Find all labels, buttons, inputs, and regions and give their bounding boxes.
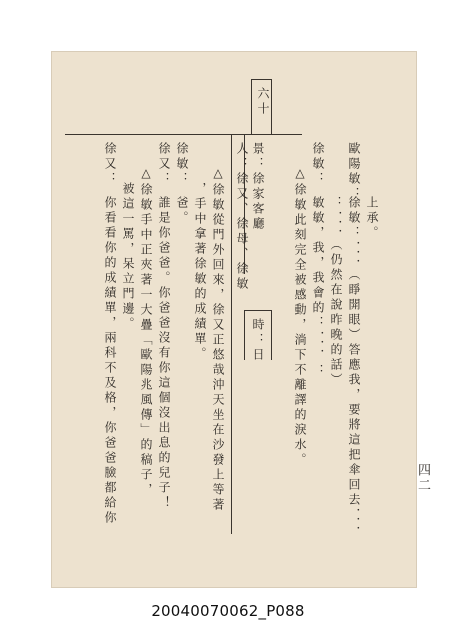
speaker-8: 徐又：: [157, 142, 171, 187]
scene-label: 景：徐家客廳: [251, 142, 265, 232]
episode-number: 六十: [256, 87, 270, 117]
line-3: 敏敏，我，我會的：．．．：: [311, 196, 325, 379]
line-11: 你看看你的成績單，兩科不及格，你爸爸臉都給你: [103, 196, 117, 526]
image-caption: 20040070062_P088: [151, 602, 305, 620]
line-4: △徐敏此刻完全被感動，淌下不離譯的淚水。: [293, 166, 307, 468]
cast-divider: [231, 134, 232, 534]
speaker-11: 徐又：: [103, 142, 117, 187]
line-1: 徐敏：．．．（睜開眼）答應我，要將這把傘回去．．．: [347, 196, 361, 541]
line-7: 爸。: [175, 196, 189, 226]
cast-label: 人：徐又、徐母、徐敏: [235, 142, 249, 292]
line-10: 被這一罵，呆立門邊。: [121, 182, 135, 332]
header-box-right: [271, 79, 272, 134]
line-0: 上承。: [365, 196, 379, 241]
time-label: 時：日: [251, 318, 265, 363]
page-number: 四二: [415, 463, 430, 493]
line-6: ，手中拿著徐敏的成績單。: [193, 182, 207, 362]
speaker-1: 歐陽敏：: [347, 142, 361, 202]
time-box-left: [244, 310, 245, 360]
line-8: 誰是你爸爸。你爸爸沒有你這個沒出息的兒子！: [157, 196, 171, 511]
time-box-top: [244, 310, 272, 311]
line-5: △徐敏從門外回來，徐又正悠哉沖天坐在沙發上等著: [211, 166, 225, 513]
header-box-left: [251, 79, 252, 134]
time-box-right: [271, 310, 272, 360]
line-2: ：．．．（仍然在說昨晚的話）: [329, 196, 343, 388]
script-page: [52, 52, 416, 587]
header-box-top: [251, 79, 272, 80]
line-9: △徐敏手中正夾著一大疊「歐陽兆風傳」的稿子，: [139, 166, 153, 498]
header-rule: [65, 134, 302, 135]
speaker-7: 徐敏：: [175, 142, 189, 187]
speaker-3: 徐敏：: [311, 142, 325, 187]
